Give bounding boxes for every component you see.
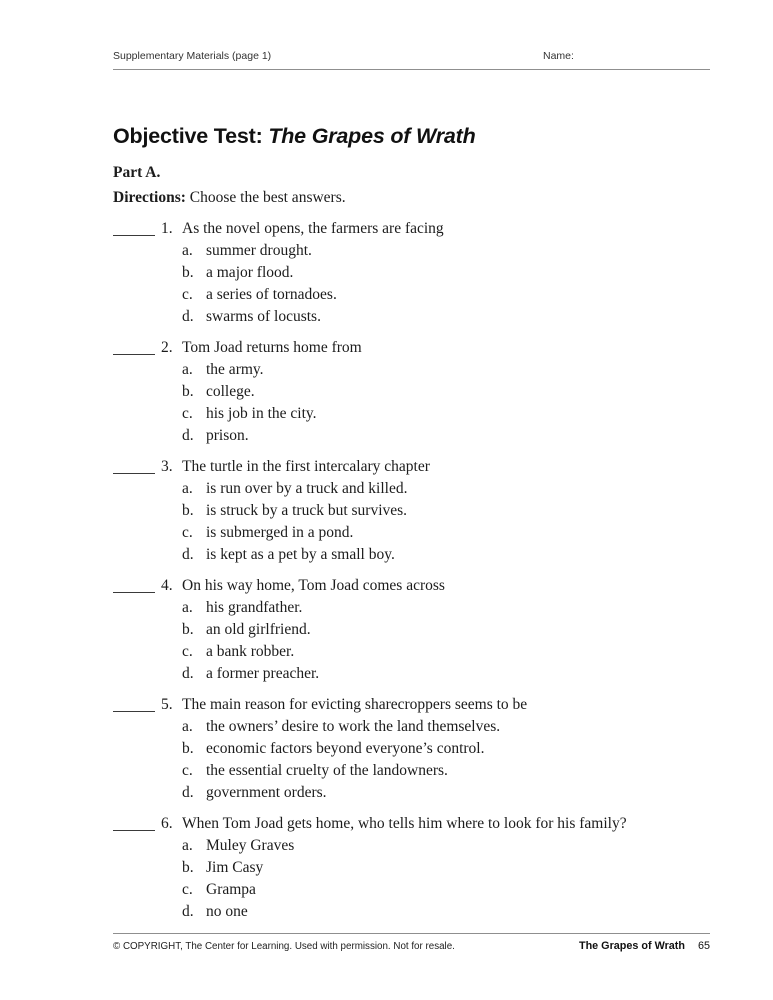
option-letter: b.	[182, 621, 194, 638]
option-text: government orders.	[206, 784, 327, 801]
option-text: an old girlfriend.	[206, 621, 311, 638]
option	[182, 522, 710, 544]
option	[182, 879, 710, 901]
option	[182, 835, 710, 857]
option	[182, 738, 710, 760]
header-left-text: Supplementary Materials (page 1)	[113, 50, 272, 62]
answer-blank	[113, 813, 155, 831]
option	[182, 857, 710, 879]
question-text: Tom Joad returns home from	[182, 339, 362, 356]
option	[182, 716, 710, 738]
options-list	[113, 240, 710, 328]
option-letter: b.	[182, 502, 194, 519]
question-text: As the novel opens, the farmers are facing	[182, 220, 444, 237]
option-text: the army.	[206, 361, 264, 378]
option-text: his grandfather.	[206, 599, 303, 616]
option-letter: b.	[182, 859, 194, 876]
option-letter: a.	[182, 480, 193, 497]
answer-blank	[113, 456, 155, 474]
option-letter: c.	[182, 643, 193, 660]
option-text: is struck by a truck but survives.	[206, 502, 408, 519]
option-text: a major flood.	[206, 264, 294, 281]
question-number: 1.	[161, 220, 173, 237]
option	[182, 381, 710, 403]
name-label: Name:	[543, 50, 574, 62]
directions-text: Choose the best answers.	[189, 189, 346, 206]
question-line	[113, 575, 710, 597]
option	[182, 544, 710, 566]
question	[113, 575, 710, 685]
questions-list	[113, 218, 710, 923]
option-text: his job in the city.	[206, 405, 317, 422]
question-line	[113, 337, 710, 359]
option	[182, 901, 710, 923]
option	[182, 760, 710, 782]
option	[182, 641, 710, 663]
option-text: no one	[206, 903, 248, 920]
question-text: The turtle in the first intercalary chapter	[182, 458, 430, 475]
option-letter: c.	[182, 762, 193, 779]
page-title	[113, 124, 710, 149]
option-letter: d.	[182, 903, 194, 920]
answer-blank	[113, 218, 155, 236]
answer-blank	[113, 337, 155, 355]
question-text: The main reason for evicting sharecroppers seems to be	[182, 696, 528, 713]
option	[182, 262, 710, 284]
footer-book-title: The Grapes of Wrath	[578, 940, 685, 952]
option	[182, 500, 710, 522]
title-book-name: The Grapes of Wrath	[268, 124, 476, 148]
question-line	[113, 456, 710, 478]
directions	[113, 187, 710, 209]
options-list	[113, 597, 710, 685]
answer-blank	[113, 575, 155, 593]
option-text: college.	[206, 383, 255, 400]
question-line	[113, 813, 710, 835]
option-letter: c.	[182, 524, 193, 541]
options-list	[113, 835, 710, 923]
footer-copyright: © COPYRIGHT, The Center for Learning. Used with permission. Not for resale.	[113, 941, 455, 952]
option	[182, 782, 710, 804]
directions-label: Directions:	[113, 189, 186, 206]
option	[182, 425, 710, 447]
option-letter: c.	[182, 405, 193, 422]
option-text: is submerged in a pond.	[206, 524, 354, 541]
question-number: 5.	[161, 696, 173, 713]
option-letter: d.	[182, 427, 194, 444]
question	[113, 456, 710, 566]
option	[182, 240, 710, 262]
option	[182, 663, 710, 685]
option	[182, 403, 710, 425]
question	[113, 813, 710, 923]
answer-blank	[113, 694, 155, 712]
option-text: is run over by a truck and killed.	[206, 480, 408, 497]
question-number: 4.	[161, 577, 173, 594]
question-text: When Tom Joad gets home, who tells him where to look for his family?	[182, 815, 627, 832]
option	[182, 619, 710, 641]
option-text: the essential cruelty of the landowners.	[206, 762, 448, 779]
option-letter: d.	[182, 784, 194, 801]
option-text: prison.	[206, 427, 249, 444]
question-number: 3.	[161, 458, 173, 475]
question	[113, 337, 710, 447]
question-line	[113, 694, 710, 716]
question-number: 2.	[161, 339, 173, 356]
option	[182, 597, 710, 619]
option-letter: a.	[182, 837, 193, 854]
option-letter: a.	[182, 599, 193, 616]
option	[182, 478, 710, 500]
option-letter: c.	[182, 286, 193, 303]
option-text: summer drought.	[206, 242, 312, 259]
option-letter: b.	[182, 740, 194, 757]
option-letter: d.	[182, 308, 194, 325]
option-letter: a.	[182, 361, 193, 378]
question-text: On his way home, Tom Joad comes across	[182, 577, 445, 594]
option-text: a former preacher.	[206, 665, 320, 682]
footer-page-number: 65	[697, 940, 710, 952]
option	[182, 284, 710, 306]
option-letter: c.	[182, 881, 193, 898]
option-text: is kept as a pet by a small boy.	[206, 546, 395, 563]
option-letter: b.	[182, 383, 194, 400]
option-text: swarms of locusts.	[206, 308, 321, 325]
option	[182, 359, 710, 381]
options-list	[113, 359, 710, 447]
page-footer	[113, 933, 710, 952]
option-text: a series of tornadoes.	[206, 286, 337, 303]
options-list	[113, 716, 710, 804]
question-number: 6.	[161, 815, 173, 832]
option-text: Grampa	[206, 881, 256, 898]
title-prefix: Objective Test:	[113, 124, 269, 148]
option-text: Muley Graves	[206, 837, 295, 854]
option-letter: a.	[182, 242, 193, 259]
part-label: Part A.	[113, 164, 161, 181]
option-letter: d.	[182, 546, 194, 563]
option-text: the owners’ desire to work the land themselves.	[206, 718, 501, 735]
question	[113, 694, 710, 804]
option-text: economic factors beyond everyone’s control.	[206, 740, 485, 757]
option-letter: b.	[182, 264, 194, 281]
option-letter: d.	[182, 665, 194, 682]
page-header	[113, 50, 710, 70]
footer-right-group	[579, 940, 710, 952]
question-line	[113, 218, 710, 240]
option-text: Jim Casy	[206, 859, 264, 876]
option-text: a bank robber.	[206, 643, 295, 660]
options-list	[113, 478, 710, 566]
question	[113, 218, 710, 328]
option	[182, 306, 710, 328]
option-letter: a.	[182, 718, 193, 735]
